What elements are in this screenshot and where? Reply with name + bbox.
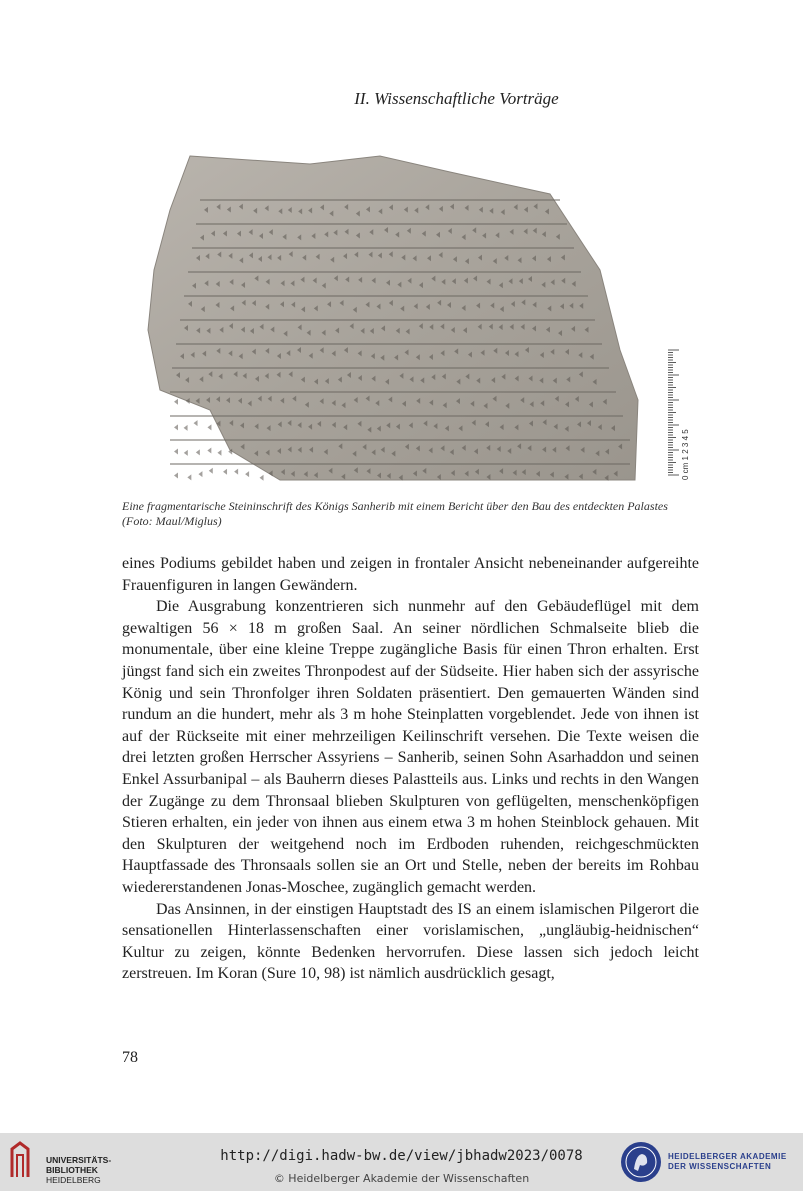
academy-name-line-1: HEIDELBERGER AKADEMIE bbox=[668, 1152, 787, 1161]
library-name-line-3: HEIDELBERG bbox=[46, 1175, 101, 1185]
academy-name-line-2: DER WISSENSCHAFTEN bbox=[668, 1162, 772, 1171]
page-number: 78 bbox=[122, 1049, 138, 1066]
cuneiform-tablet-image bbox=[130, 150, 660, 490]
figure-stone-inscription bbox=[130, 150, 690, 490]
paragraph-1: eines Podiums gebildet haben und zeigen in frontaler Ansicht nebeneinander aufgereihte Frauenfiguren in langen Gewändern. bbox=[122, 555, 699, 594]
scale-label: 0 cm 1 2 3 4 5 bbox=[681, 429, 690, 480]
running-header bbox=[0, 89, 803, 109]
body-text bbox=[122, 553, 699, 985]
paragraph-2: Die Ausgrabung konzentrieren sich nunmehr auf den Gebäudeflügel mit dem gewaltigen 56 × 18 m großen Saal. An seiner nördlichen Schmalseite blieb die monumentale, über eine kleine Treppe zugängliche Basis für einen Thron erhalten. Erst jüngst fand sich ein zweites Thronpodest auf der Südseite. Hier haben sich der assyrische König und sein Thronfolger ihren Soldaten präsentiert. Den gemauerten Wänden sind rundum an die hundert, mehr als 3 m hohe Steinplatten vorgeblendet. Jede von ihnen ist auf der Rückseite mit einer mehrzeiligen Keilinschrift versehen. Die Texte weisen die drei letzten großen Herrscher Assyriens – Sanherib, seinen Sohn Asarhaddon und seinen Enkel Assurbanipal – als Bauherrn dieses Palastteils aus. Links und rechts in den Wangen der Zugänge zu dem Thronsaal blieben Skulpturen von geflügelten, menschenköpfigen Stieren erhalten, ein jeder von ihnen aus einem etwa 3 m hohen Steinblock gehauen. Mit den Skulpturen der weitgehend noch im Erdboden ruhenden, reichgeschmückten Hauptfassade des Thronsaals sollen sie an Ort und Stelle, neben der bereits im Rohbau wiedererstandenen Jonas-Moschee, zugänglich gemacht werden. bbox=[122, 598, 699, 896]
paragraph-3: Das Ansinnen, in der einstigen Hauptstadt des IS an einem islamischen Pilgerort die sensationellen Hinterlassenschaften einer vorislamischen, „ungläubig-heidnischen“ Kultur zu zeigen, könnte Bedenken hervorrufen. Diese lassen sich jedoch leicht zerstreuen. Im Koran (Sure 10, 98) ist nämlich ausdrücklich gesagt, bbox=[122, 900, 699, 983]
caption-line-2: (Foto: Maul/Miglus) bbox=[122, 514, 222, 528]
copyright-notice: © Heidelberger Akademie der Wissenschaften bbox=[273, 1172, 530, 1185]
academy-seal-icon[interactable] bbox=[620, 1141, 662, 1183]
figure-caption bbox=[122, 499, 697, 529]
caption-line-1: Eine fragmentarische Steininschrift des Königs Sanherib mit einem Bericht über den Bau des entdeckten Palastes bbox=[122, 499, 668, 513]
library-name-line-1: UNIVERSITÄTS- bbox=[46, 1155, 112, 1165]
library-name-line-2: BIBLIOTHEK bbox=[46, 1165, 98, 1175]
academy-name bbox=[668, 1152, 787, 1172]
running-header-title: II. Wissenschaftliche Vorträge bbox=[354, 89, 559, 108]
footer-bar bbox=[0, 1133, 803, 1191]
permalink-url[interactable]: http://digi.hadw-bw.de/view/jbhadw2023/0078 bbox=[220, 1148, 583, 1164]
